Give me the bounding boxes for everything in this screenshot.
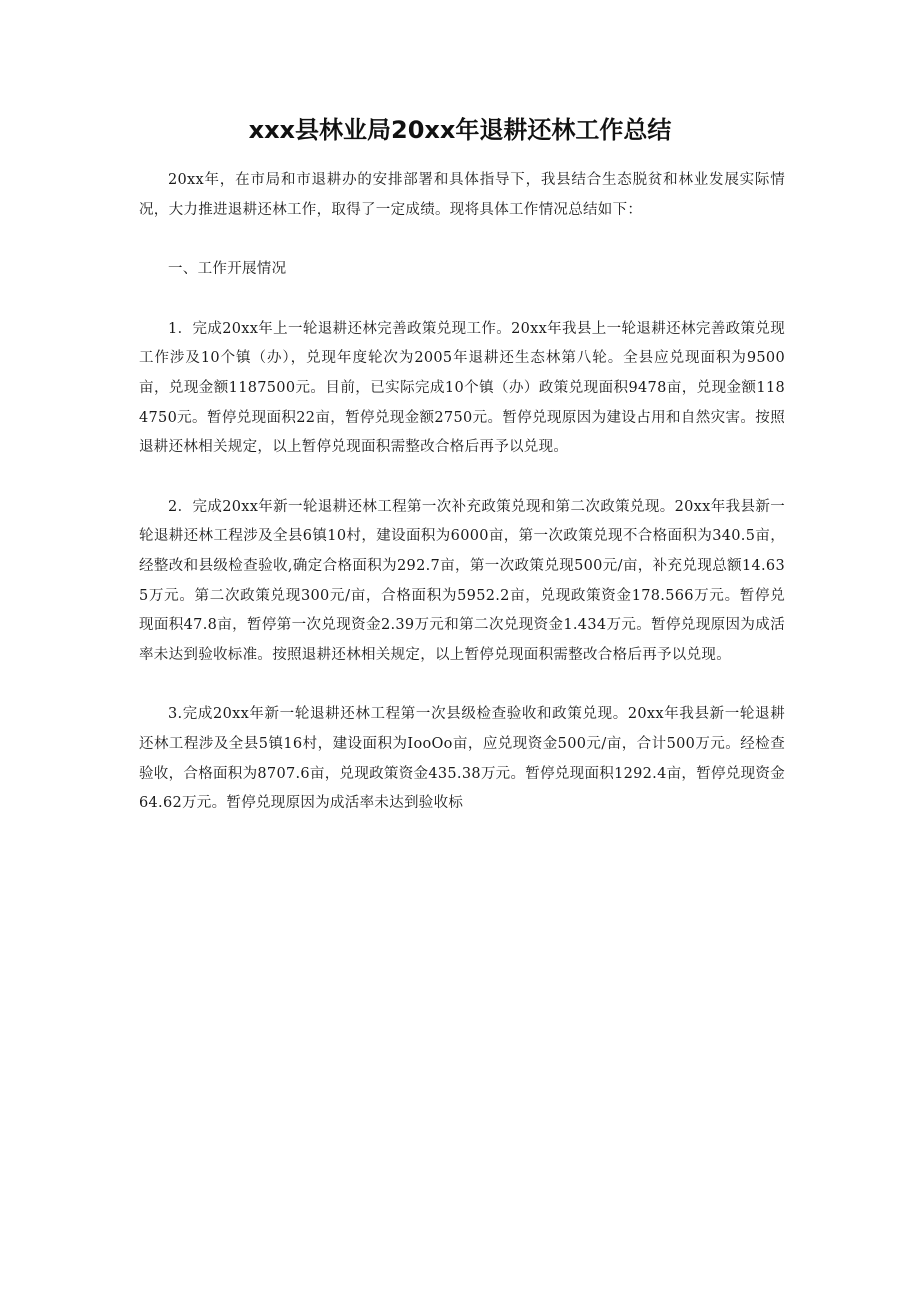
document-title: xxx县林业局20xx年退耕还林工作总结 — [248, 116, 672, 144]
paragraph-item-2: 2．完成20xx年新一轮退耕还林工程第一次补充政策兑现和第二次政策兑现。20xx年我县新一轮退耕还林工程涉及全县6镇10村，建设面积为6000亩，第一次政策兑现不合格面积为340.5亩，经整改和县级检查验收,确定合格面积为292.7亩，第一次政策兑现500元/亩，补充兑现总额14.635万元。第二次政策兑现300元/亩，合格面积为5952.2亩，兑现政策资金178.566万元。暂停兑现面积47.8亩，暂停第一次兑现资金2.39万元和第二次兑现资金1.434万元。暂停兑现原因为成活率未达到验收标准。按照退耕还林相关规定，以上暂停兑现面积需整改合格后再予以兑现。 — [139, 498, 785, 663]
section-heading: 一、工作开展情况 — [168, 261, 287, 278]
intro-paragraph: 20xx年，在市局和市退耕办的安排部署和具体指导下，我县结合生态脱贫和林业发展实际情况，大力推进退耕还林工作，取得了一定成绩。现将具体工作情况总结如下： — [139, 172, 785, 218]
paragraph-item-1: 1．完成20xx年上一轮退耕还林完善政策兑现工作。20xx年我县上一轮退耕还林完善政策兑现工作涉及10个镇（办），兑现年度轮次为2005年退耕还生态林第八轮。全县应兑现面积为9500亩，兑现金额1187500元。目前，已实际完成10个镇（办）政策兑现面积9478亩，兑现金额1184750元。暂停兑现面积22亩，暂停兑现金额2750元。暂停兑现原因为建设占用和自然灾害。按照退耕还林相关规定，以上暂停兑现面积需整改合格后再予以兑现。 — [139, 320, 785, 456]
document-body — [139, 166, 785, 819]
paragraph-item-3: 3.完成20xx年新一轮退耕还林工程第一次县级检查验收和政策兑现。20xx年我县新一轮退耕还林工程涉及全县5镇16村，建设面积为IooOo亩，应兑现资金500元/亩，合计500万元。经检查验收，合格面积为8707.6亩，兑现政策资金435.38万元。暂停兑现面积1292.4亩，暂停兑现资金64.62万元。暂停兑现原因为成活率未达到验收标 — [139, 706, 786, 812]
